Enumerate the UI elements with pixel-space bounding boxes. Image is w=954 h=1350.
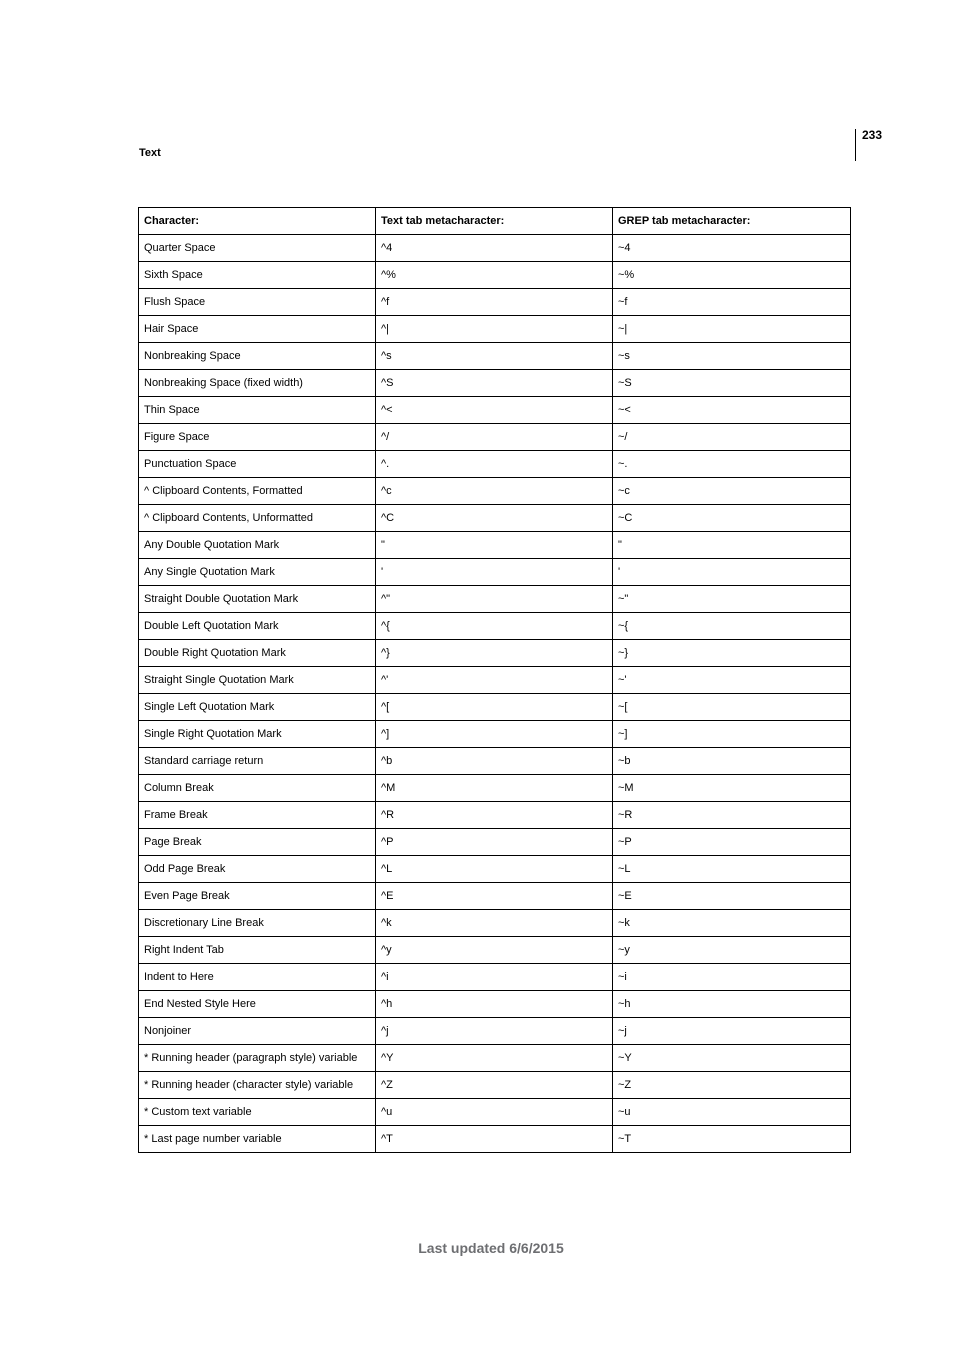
cell-grep-tab: ~L — [613, 856, 851, 883]
cell-character: Page Break — [139, 829, 376, 856]
table-row — [139, 559, 851, 586]
cell-text-tab: ^T — [376, 1126, 613, 1153]
cell-text-tab: ' — [376, 559, 613, 586]
cell-character: Column Break — [139, 775, 376, 802]
cell-character: Any Single Quotation Mark — [139, 559, 376, 586]
table-row — [139, 235, 851, 262]
table-row — [139, 829, 851, 856]
cell-grep-tab: ~R — [613, 802, 851, 829]
table-row — [139, 694, 851, 721]
cell-grep-tab: ~< — [613, 397, 851, 424]
cell-grep-tab: ~/ — [613, 424, 851, 451]
table-row — [139, 1072, 851, 1099]
last-updated-footer: Last updated 6/6/2015 — [418, 1240, 564, 1256]
table-row — [139, 397, 851, 424]
cell-character: * Running header (paragraph style) variable — [139, 1045, 376, 1072]
table-header-row — [139, 208, 851, 235]
table-row — [139, 883, 851, 910]
cell-grep-tab: ~" — [613, 586, 851, 613]
metacharacter-table — [138, 207, 851, 1153]
cell-grep-tab: ~b — [613, 748, 851, 775]
table-row — [139, 856, 851, 883]
cell-grep-tab: ~' — [613, 667, 851, 694]
cell-grep-tab: ~h — [613, 991, 851, 1018]
cell-grep-tab: ~[ — [613, 694, 851, 721]
table-row — [139, 424, 851, 451]
table-row — [139, 748, 851, 775]
cell-text-tab: ^P — [376, 829, 613, 856]
cell-text-tab: ^} — [376, 640, 613, 667]
cell-grep-tab: ~s — [613, 343, 851, 370]
table-row — [139, 640, 851, 667]
cell-grep-tab: ~f — [613, 289, 851, 316]
cell-grep-tab: ~u — [613, 1099, 851, 1126]
cell-text-tab: ^s — [376, 343, 613, 370]
cell-character: Double Right Quotation Mark — [139, 640, 376, 667]
cell-text-tab: ^Z — [376, 1072, 613, 1099]
table-row — [139, 343, 851, 370]
table-row — [139, 991, 851, 1018]
cell-text-tab: ^. — [376, 451, 613, 478]
cell-text-tab: ^{ — [376, 613, 613, 640]
cell-character: Odd Page Break — [139, 856, 376, 883]
cell-text-tab: ^M — [376, 775, 613, 802]
table-row — [139, 478, 851, 505]
cell-character: Flush Space — [139, 289, 376, 316]
table-row — [139, 721, 851, 748]
cell-character: Even Page Break — [139, 883, 376, 910]
cell-text-tab: ^" — [376, 586, 613, 613]
cell-text-tab: ^/ — [376, 424, 613, 451]
cell-grep-tab: ~M — [613, 775, 851, 802]
cell-character: Straight Single Quotation Mark — [139, 667, 376, 694]
cell-text-tab: ^| — [376, 316, 613, 343]
cell-character: ^ Clipboard Contents, Unformatted — [139, 505, 376, 532]
cell-text-tab: " — [376, 532, 613, 559]
cell-grep-tab: " — [613, 532, 851, 559]
table-row — [139, 505, 851, 532]
cell-text-tab: ^k — [376, 910, 613, 937]
cell-character: Thin Space — [139, 397, 376, 424]
table-row — [139, 964, 851, 991]
table-row — [139, 262, 851, 289]
cell-character: Figure Space — [139, 424, 376, 451]
table-row — [139, 586, 851, 613]
table-row — [139, 775, 851, 802]
cell-character: ^ Clipboard Contents, Formatted — [139, 478, 376, 505]
cell-grep-tab: ~S — [613, 370, 851, 397]
cell-grep-tab: ~P — [613, 829, 851, 856]
cell-character: Straight Double Quotation Mark — [139, 586, 376, 613]
page-number-rule — [855, 129, 856, 161]
table-row — [139, 802, 851, 829]
cell-text-tab: ^% — [376, 262, 613, 289]
cell-character: * Custom text variable — [139, 1099, 376, 1126]
table-row — [139, 1126, 851, 1153]
cell-grep-tab: ~4 — [613, 235, 851, 262]
column-header-grep-tab: GREP tab metacharacter: — [613, 208, 851, 235]
cell-grep-tab: ~Y — [613, 1045, 851, 1072]
table-row — [139, 1018, 851, 1045]
cell-character: Frame Break — [139, 802, 376, 829]
cell-character: Standard carriage return — [139, 748, 376, 775]
cell-text-tab: ^b — [376, 748, 613, 775]
cell-text-tab: ^u — [376, 1099, 613, 1126]
cell-character: Indent to Here — [139, 964, 376, 991]
cell-text-tab: ^4 — [376, 235, 613, 262]
cell-character: Nonjoiner — [139, 1018, 376, 1045]
table-row — [139, 910, 851, 937]
cell-grep-tab: ~T — [613, 1126, 851, 1153]
cell-character: Quarter Space — [139, 235, 376, 262]
cell-grep-tab: ' — [613, 559, 851, 586]
cell-text-tab: ^[ — [376, 694, 613, 721]
cell-grep-tab: ~. — [613, 451, 851, 478]
cell-grep-tab: ~E — [613, 883, 851, 910]
cell-grep-tab: ~] — [613, 721, 851, 748]
cell-text-tab: ^y — [376, 937, 613, 964]
cell-text-tab: ^< — [376, 397, 613, 424]
cell-text-tab: ^E — [376, 883, 613, 910]
column-header-character: Character: — [139, 208, 376, 235]
cell-character: Nonbreaking Space (fixed width) — [139, 370, 376, 397]
table-row — [139, 316, 851, 343]
cell-character: End Nested Style Here — [139, 991, 376, 1018]
table-row — [139, 451, 851, 478]
cell-grep-tab: ~C — [613, 505, 851, 532]
cell-grep-tab: ~i — [613, 964, 851, 991]
cell-grep-tab: ~y — [613, 937, 851, 964]
cell-text-tab: ^' — [376, 667, 613, 694]
page-number: 233 — [862, 128, 883, 142]
cell-text-tab: ^] — [376, 721, 613, 748]
cell-text-tab: ^h — [376, 991, 613, 1018]
table-row — [139, 532, 851, 559]
section-title: Text — [139, 147, 161, 159]
table-body — [139, 235, 851, 1153]
cell-character: Nonbreaking Space — [139, 343, 376, 370]
cell-text-tab: ^R — [376, 802, 613, 829]
table-row — [139, 289, 851, 316]
cell-text-tab: ^C — [376, 505, 613, 532]
cell-grep-tab: ~{ — [613, 613, 851, 640]
cell-grep-tab: ~c — [613, 478, 851, 505]
table-row — [139, 1099, 851, 1126]
cell-grep-tab: ~| — [613, 316, 851, 343]
cell-character: Hair Space — [139, 316, 376, 343]
cell-text-tab: ^c — [376, 478, 613, 505]
cell-character: Double Left Quotation Mark — [139, 613, 376, 640]
table-row — [139, 370, 851, 397]
cell-grep-tab: ~% — [613, 262, 851, 289]
table-row — [139, 937, 851, 964]
cell-character: Single Right Quotation Mark — [139, 721, 376, 748]
cell-text-tab: ^L — [376, 856, 613, 883]
cell-grep-tab: ~j — [613, 1018, 851, 1045]
cell-character: Discretionary Line Break — [139, 910, 376, 937]
column-header-text-tab: Text tab metacharacter: — [376, 208, 613, 235]
cell-text-tab: ^S — [376, 370, 613, 397]
cell-text-tab: ^j — [376, 1018, 613, 1045]
table-row — [139, 1045, 851, 1072]
table-row — [139, 613, 851, 640]
table-row — [139, 667, 851, 694]
cell-grep-tab: ~} — [613, 640, 851, 667]
cell-text-tab: ^f — [376, 289, 613, 316]
cell-character: * Running header (character style) variable — [139, 1072, 376, 1099]
cell-character: * Last page number variable — [139, 1126, 376, 1153]
cell-grep-tab: ~k — [613, 910, 851, 937]
cell-character: Right Indent Tab — [139, 937, 376, 964]
cell-text-tab: ^Y — [376, 1045, 613, 1072]
cell-character: Any Double Quotation Mark — [139, 532, 376, 559]
cell-character: Single Left Quotation Mark — [139, 694, 376, 721]
cell-character: Sixth Space — [139, 262, 376, 289]
cell-text-tab: ^i — [376, 964, 613, 991]
cell-character: Punctuation Space — [139, 451, 376, 478]
cell-grep-tab: ~Z — [613, 1072, 851, 1099]
